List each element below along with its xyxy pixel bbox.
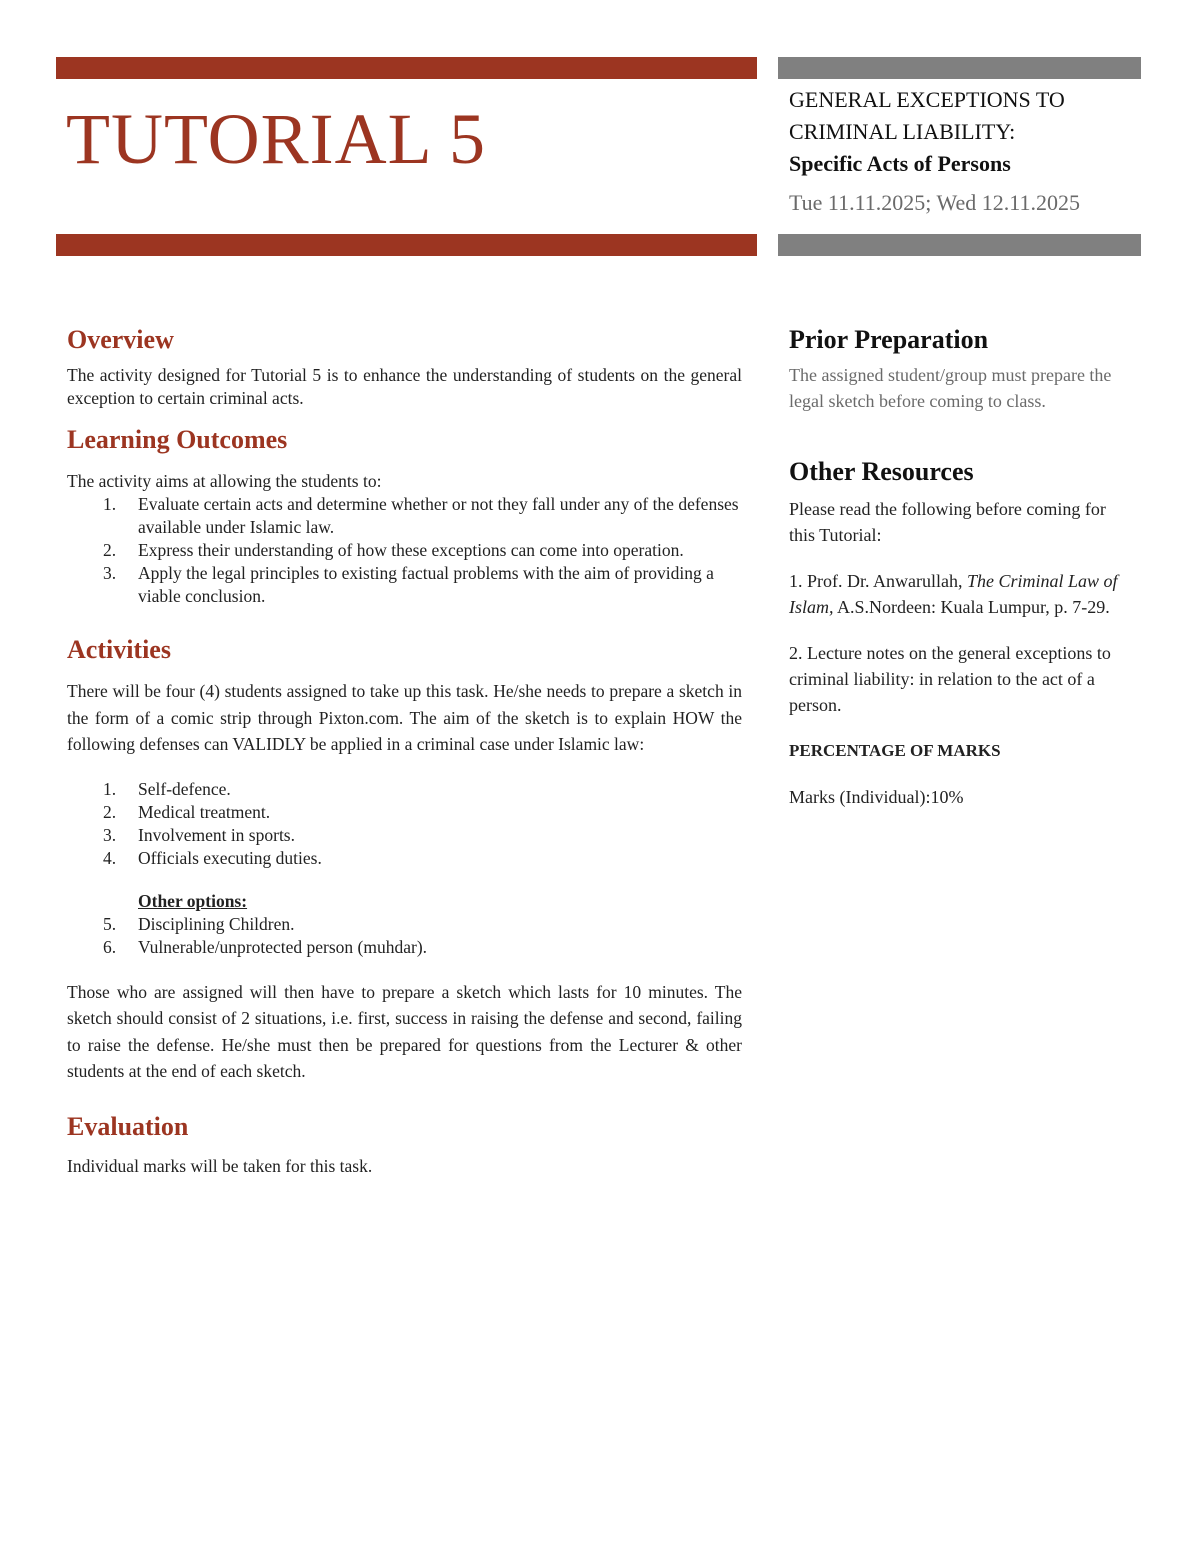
- learning-outcomes-list: [67, 493, 742, 608]
- header-subtitle: [789, 84, 1134, 180]
- activities-closing-text: Those who are assigned will then have to prepare a sketch which lasts for 10 minutes. The sketch should consist of 2 situations, i.e. first, success in raising the defense and second, failing to raise the defense. He/she must then be prepared for questions from the Lecturer & other students at the end of each sketch.: [67, 981, 742, 1081]
- subtitle-line-3: Specific Acts of Persons: [789, 151, 1011, 176]
- list-item: 1. Evaluate certain acts and determine whether or not they fall under any of the defenses available under Islamic law.: [103, 494, 739, 537]
- header-bottom-gray-bar: [778, 234, 1141, 256]
- activities-heading: Activities: [67, 635, 171, 664]
- resources-intro: Please read the following before coming for this Tutorial:: [789, 499, 1106, 545]
- evaluation-text: Individual marks will be taken for this task.: [67, 1155, 373, 1176]
- subtitle-line-2: CRIMINAL LIABILITY:: [789, 119, 1016, 144]
- learning-outcomes-section: [67, 422, 742, 608]
- list-item: 3. Involvement in sports.: [103, 824, 295, 845]
- prior-preparation-heading: Prior Preparation: [789, 325, 989, 354]
- header-top-red-bar: [56, 57, 757, 79]
- reference-1: 1. Prof. Dr. Anwarullah, The Criminal Law of Islam, A.S.Nordeen: Kuala Lumpur, p. 7-29.: [789, 571, 1118, 617]
- prior-preparation-text: The assigned student/group must prepare the legal sketch before coming to class.: [789, 365, 1112, 411]
- list-item: 6. Vulnerable/unprotected person (muhdar).: [103, 936, 428, 957]
- evaluation-section: [67, 1109, 742, 1178]
- other-resources-section: [789, 454, 1134, 810]
- marks-text: Marks (Individual):10%: [789, 787, 964, 807]
- overview-text: The activity designed for Tutorial 5 is to enhance the understanding of students on the general exception to certain criminal acts.: [67, 365, 742, 408]
- evaluation-heading: Evaluation: [67, 1111, 189, 1141]
- header-bottom-red-bar: [56, 234, 757, 256]
- list-item: 4. Officials executing duties.: [103, 847, 322, 868]
- marks-heading: PERCENTAGE OF MARKS: [789, 741, 1001, 760]
- other-resources-heading: Other Resources: [789, 457, 974, 486]
- list-item: 5. Disciplining Children.: [103, 913, 295, 934]
- main-column: [67, 322, 742, 1178]
- activities-section: [67, 632, 742, 1085]
- list-item: 2. Medical treatment.: [103, 801, 271, 822]
- overview-heading: Overview: [67, 325, 174, 354]
- activities-text: There will be four (4) students assigned to take up this task. He/she needs to prepare a sketch in the form of a comic strip through Pixton.com. The aim of the sketch is to explain HOW the following defenses can VALIDLY be applied in a criminal case under Islamic law:: [67, 681, 742, 754]
- list-item: 2. Express their understanding of how these exceptions can come into operation.: [103, 540, 684, 560]
- list-item: 3. Apply the legal principles to existing factual problems with the aim of providing a viable conclusion.: [103, 563, 714, 606]
- learning-outcomes-intro: The activity aims at allowing the students to:: [67, 471, 382, 491]
- prior-preparation-section: [789, 322, 1134, 414]
- page-title: TUTORIAL 5: [66, 99, 486, 179]
- overview-section: [67, 322, 742, 410]
- other-options-label: Other options:: [138, 890, 248, 911]
- sidebar-column: [789, 322, 1134, 810]
- header-top-gray-bar: [778, 57, 1141, 79]
- subtitle-line-1: GENERAL EXCEPTIONS TO: [789, 87, 1065, 112]
- tutorial-date: Tue 11.11.2025; Wed 12.11.2025: [789, 190, 1080, 215]
- other-options-list: [67, 913, 742, 959]
- list-item: 1. Self-defence.: [103, 778, 231, 799]
- learning-outcomes-heading: Learning Outcomes: [67, 425, 288, 454]
- reference-2: 2. Lecture notes on the general exceptions to criminal liability: in relation to the act of a person.: [789, 643, 1111, 715]
- defenses-list: [67, 778, 742, 870]
- reference-1-title: The Criminal Law of Islam,: [789, 571, 1118, 617]
